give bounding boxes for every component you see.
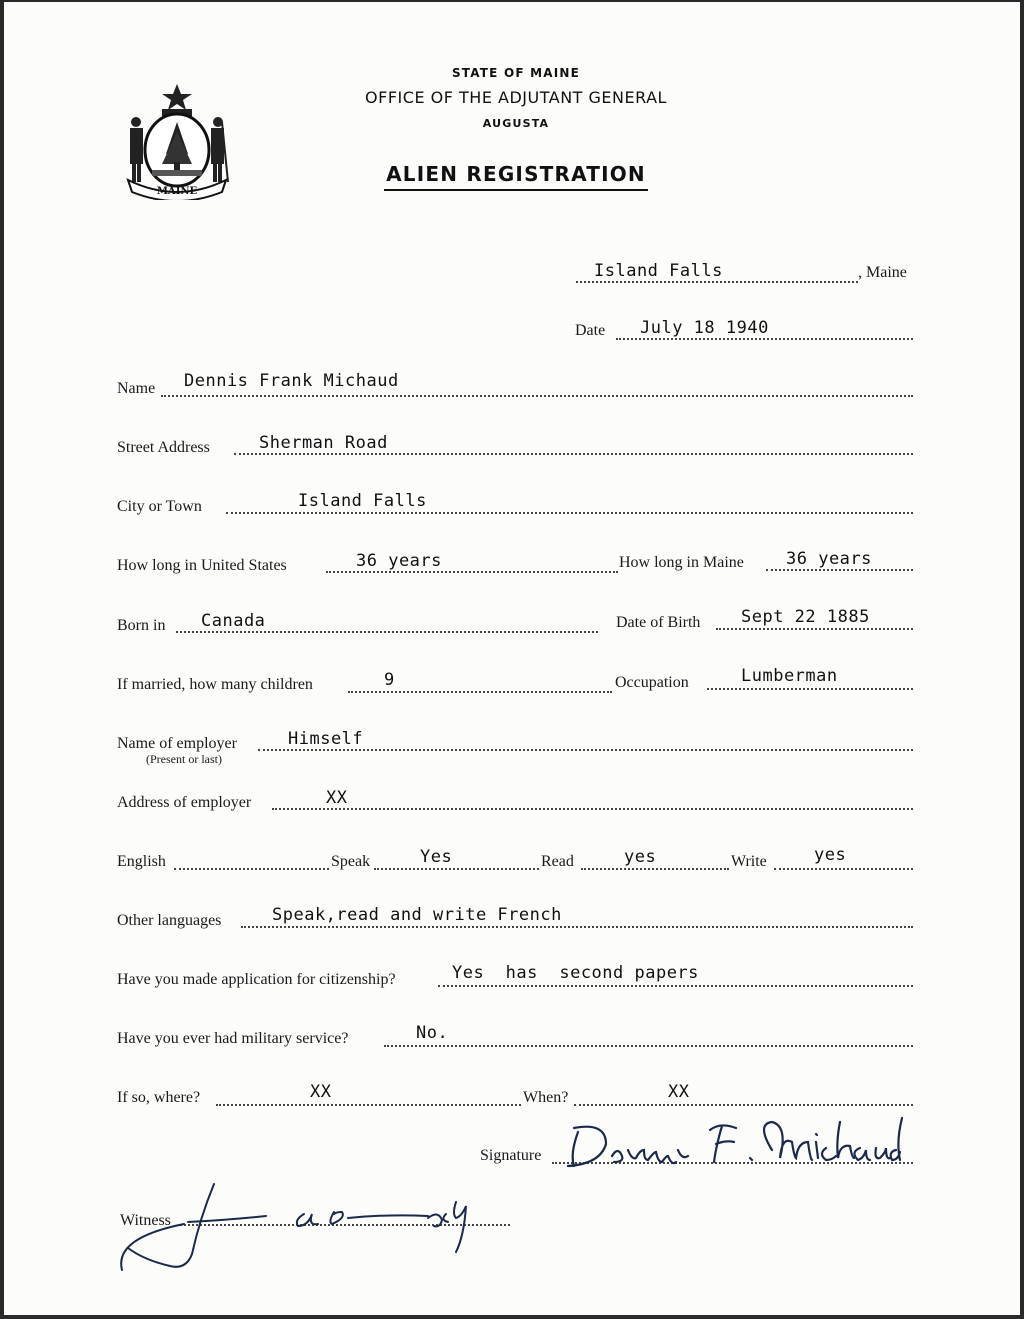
- english-label: English: [117, 853, 166, 870]
- how-long-us-value: 36 years: [356, 551, 442, 571]
- military-value: No.: [416, 1023, 449, 1043]
- date-label: Date: [575, 322, 606, 339]
- citizenship-label: Have you made application for citizenship?: [117, 971, 396, 988]
- when-value: XX: [668, 1082, 690, 1102]
- street-value: Sherman Road: [259, 433, 388, 453]
- write-label: Write: [731, 853, 767, 870]
- other-languages-value: Speak,read and write French: [272, 905, 562, 925]
- witness-signature-icon: [104, 1178, 524, 1274]
- state-heading: STATE OF MAINE: [451, 66, 581, 80]
- employer-address-value: XX: [326, 788, 348, 808]
- seal-text: MAINE: [156, 186, 198, 197]
- street-label: Street Address: [117, 439, 210, 456]
- speak-label: Speak: [331, 853, 371, 870]
- speak-value: Yes: [420, 847, 453, 867]
- form-title: ALIEN REGISTRATION: [4, 162, 1020, 186]
- citizenship-value: Yes has second papers: [452, 963, 699, 983]
- employer-label: Name of employer: [117, 735, 237, 752]
- how-long-us-label: How long in United States: [117, 557, 287, 574]
- city-value: Island Falls: [298, 491, 427, 511]
- dob-label: Date of Birth: [616, 614, 701, 631]
- occupation-value: Lumberman: [741, 666, 838, 686]
- city-heading: AUGUSTA: [482, 117, 550, 130]
- place-value: Island Falls: [594, 261, 723, 281]
- how-long-maine-label: How long in Maine: [619, 554, 744, 571]
- name-label: Name: [117, 380, 156, 397]
- name-value: Dennis Frank Michaud: [184, 371, 399, 391]
- employer-value: Himself: [288, 729, 364, 749]
- city-label: City or Town: [117, 498, 202, 515]
- alien-registration-form: [4, 2, 1020, 1315]
- born-in-label: Born in: [117, 617, 166, 634]
- place-suffix: , Maine: [858, 264, 907, 281]
- where-value: XX: [310, 1082, 332, 1102]
- office-heading: OFFICE OF THE ADJUTANT GENERAL: [365, 88, 667, 107]
- read-label: Read: [541, 853, 574, 870]
- children-value: 9: [384, 670, 395, 690]
- dob-value: Sept 22 1885: [741, 607, 870, 627]
- employer-sublabel: (Present or last): [146, 752, 222, 766]
- other-languages-label: Other languages: [117, 912, 222, 929]
- occupation-label: Occupation: [615, 674, 689, 691]
- born-in-value: Canada: [201, 611, 266, 631]
- signature-label: Signature: [480, 1147, 542, 1164]
- read-value: yes: [624, 847, 657, 867]
- when-label: When?: [523, 1089, 569, 1106]
- date-value: July 18 1940: [640, 318, 769, 338]
- how-long-maine-value: 36 years: [786, 549, 872, 569]
- military-label: Have you ever had military service?: [117, 1030, 349, 1047]
- witness-label: Witness: [120, 1212, 171, 1229]
- write-value: yes: [814, 845, 847, 865]
- signature-handwriting-icon: [560, 1114, 920, 1174]
- where-label: If so, where?: [117, 1089, 201, 1106]
- employer-address-label: Address of employer: [117, 794, 252, 811]
- children-label: If married, how many children: [117, 676, 313, 693]
